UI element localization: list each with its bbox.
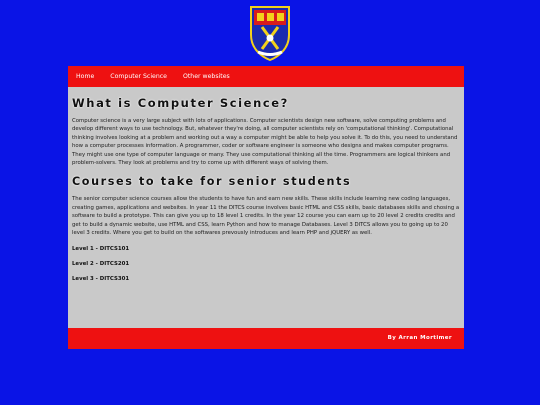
nav-link-computer-science[interactable]: Computer Science xyxy=(110,73,167,80)
level-3-course: Level 3 - DITCS301 xyxy=(72,276,130,283)
page-container xyxy=(68,66,464,349)
main-content xyxy=(68,96,464,282)
footer-credit: By Arran Mortimer xyxy=(387,335,452,341)
level-1-course: Level 1 - DITCS101 xyxy=(72,246,130,253)
nav-bar xyxy=(68,66,464,87)
nav-link-home[interactable]: Home xyxy=(76,73,95,80)
level-2-course: Level 2 - DITCS201 xyxy=(72,261,130,268)
footer-bar xyxy=(68,328,464,349)
school-crest-logo xyxy=(248,5,292,63)
paragraph-courses: The senior computer science courses allow the students to have fun and earn new skills. These skills include learning new coding languages, creating games, applications and websites. In year 11 the DITCS course involves basic HTML and CSS skills, basic databases skills and chosing a software to build a prototype. This can give you up to 18 level 1 credits. In the year 12 course you can earn up to 20 level 2 credits credits and get to build a dynamic website, use HTML and CSS, learn Python and how to manage Databases. Level 3 DITCS allows you to going up to 20 level 3 credits. Where you get to build on the softwares prevously introduces and learn PHP and jQUERY as well. xyxy=(72,196,460,237)
heading-what-is-cs: What is Computer Science? xyxy=(72,96,289,110)
heading-courses: Courses to take for senior students xyxy=(72,175,352,189)
nav-link-other-websites[interactable]: Other websites xyxy=(183,73,230,80)
paragraph-what-is-cs: Computer science is a very large subject with lots of applications. Computer scientists design new software, solve computing problems and develop different ways to use technology. But, whatever they're doing, all computer scientists rely on 'computational thinking'. Computational thinking involves looking at a problem and working out a way a computer might be able to help you solve it. To do this, you need to understand how a computer processes information. A programmer, coder or software engineer is someone who designs and makes computer programs. They might use one type of computer language or many. They use computational thinking all the time. Programmers are logical thinkers and problem-solvers. They look at problems and try to come up with different ways of solving them. xyxy=(72,118,458,167)
